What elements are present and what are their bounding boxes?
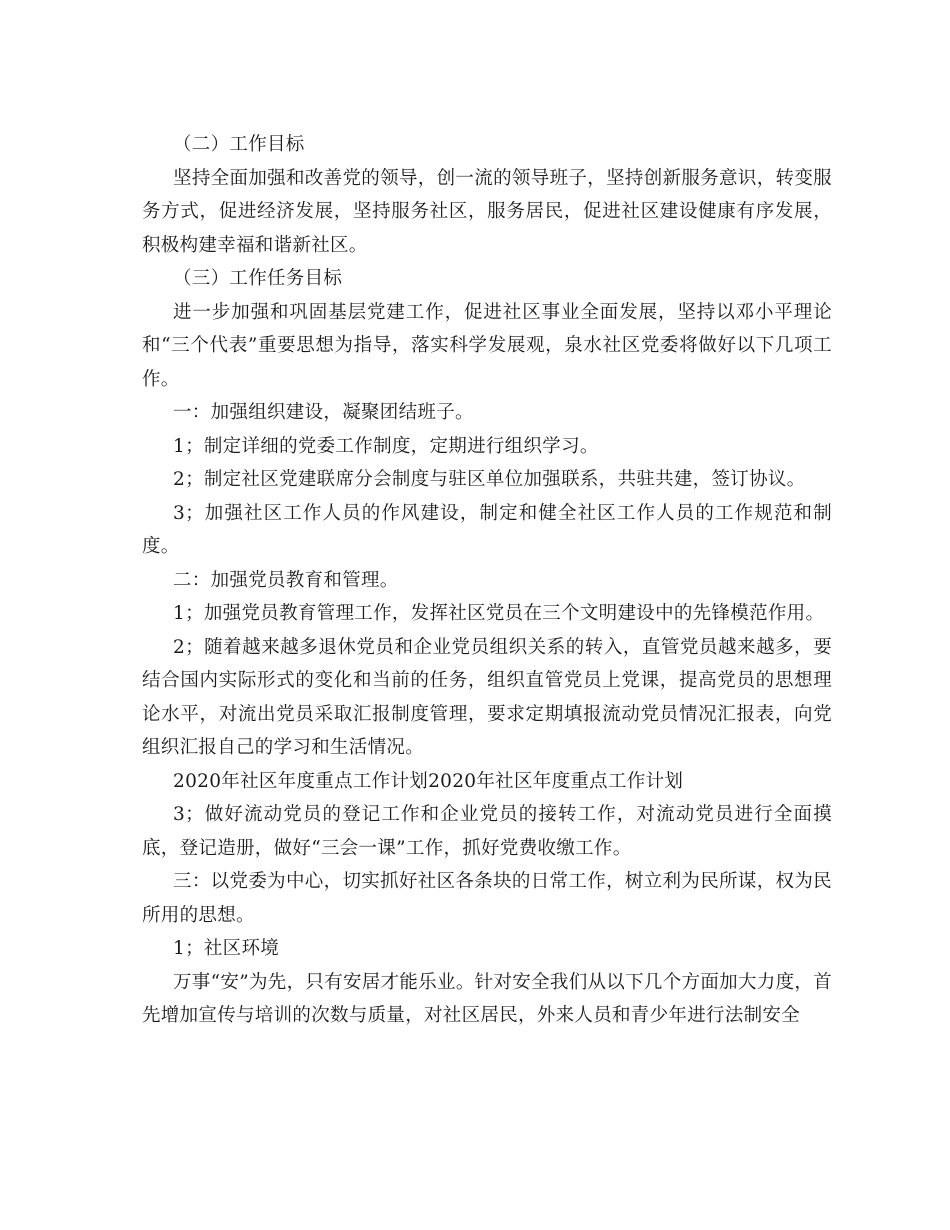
list-item: 3；加强社区工作人员的作风建设，制定和健全社区工作人员的工作规范和制度。 [142,502,832,557]
section-heading-goals: （二）工作目标 [173,134,305,155]
paragraph-tasks-intro: 进一步加强和巩固基层党建工作，促进社区事业全面发展，坚持以邓小平理论和“三个代表”重要思想为指导，落实科学发展观，泉水社区党委将做好以下几项工作。 [142,301,832,390]
document-body [142,128,832,1033]
item-heading-education: 二：加强党员教育和管理。 [173,569,399,591]
section-heading-tasks: （三）工作任务目标 [173,268,343,289]
list-item: 1；社区环境 [173,938,280,959]
paragraph-safety: 万事“安”为先，只有安居才能乐业。针对安全我们从以下几个方面加大力度，首先增加宣传与培训的次数与质量，对社区居民，外来人员和青少年进行法制安全 [142,971,832,1026]
item-heading-daily-work: 三：以党委为中心，切实抓好社区各条块的日常工作，树立利为民所谋，权为民所用的思想。 [142,871,832,926]
item-heading-organization: 一：加强组织建设，凝聚团结班子。 [173,402,474,423]
list-item: 3；做好流动党员的登记工作和企业党员的接转工作，对流动党员进行全面摸底，登记造册，做好“三会一课”工作，抓好党费收缴工作。 [142,804,832,859]
list-item: 2；制定社区党建联席分会制度与驻区单位加强联系，共驻共建，签订协议。 [173,469,806,490]
inline-title-line: 2020年社区年度重点工作计划2020年社区年度重点工作计划 [173,770,684,792]
list-item: 1；制定详细的党委工作制度，定期进行组织学习。 [173,435,599,457]
paragraph-goals: 坚持全面加强和改善党的领导，创一流的领导班子，坚持创新服务意识，转变服务方式，促进经济发展，坚持服务社区，服务居民，促进社区建设健康有序发展，积极构建幸福和谐新社区。 [142,167,832,256]
list-item: 2；随着越来越多退休党员和企业党员组织关系的转入，直管党员越来越多，要结合国内实际形式的变化和当前的任务，组织直管党员上党课，提高党员的思想理论水平，对流出党员采取汇报制度管理，要求定期填报流动党员情况汇报表，向党组织汇报自己的学习和生活情况。 [142,636,832,758]
list-item: 1；加强党员教育管理工作，发挥社区党员在三个文明建设中的先锋模范作用。 [173,603,825,624]
